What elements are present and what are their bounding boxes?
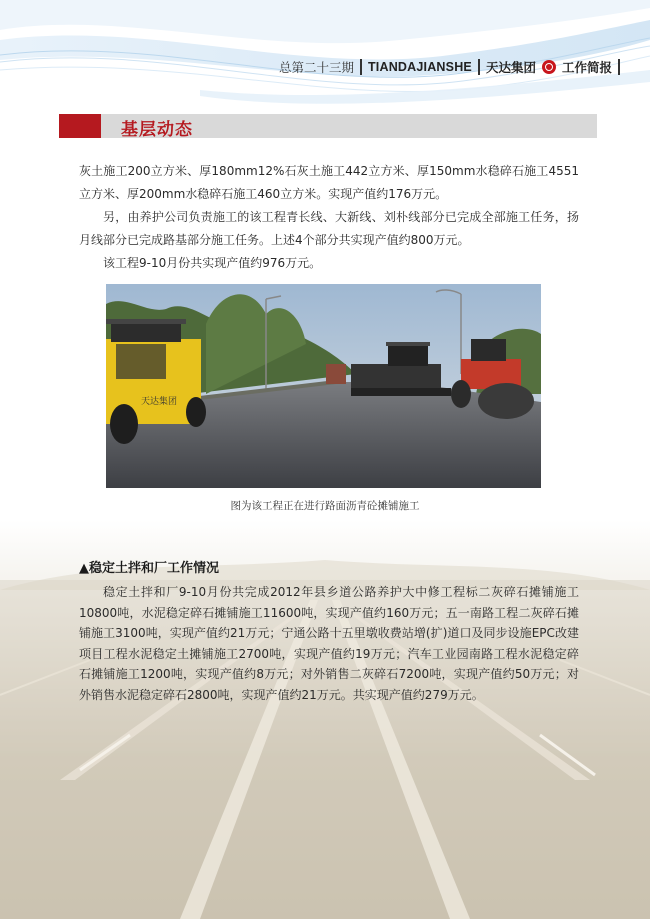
header-line [279,57,620,77]
paving-photo [106,284,541,488]
subsection-body: 稳定土拌和厂9-10月份共完成2012年县乡道公路养护大中修工程标二灰碎石摊铺施工10800吨，水泥稳定碎石摊铺施工11600吨，实现产值约160万元；五一南路工程二灰碎石摊铺施工3100吨，实现产值约21万元；宁通公路十五里墩收费站增(扩)道口及同步设施EPC改建项目工程水泥稳定土摊铺施工2700吨，实现产值约19万元；汽车工业园南路工程水泥稳定碎石摊铺施工1200吨，实现产值约8万元；对外销售二灰碎石7200吨，实现产值约50万元；对外销售水泥稳定碎石2800吨，实现产值约21万元。共实现产值约279万元。 [79,585,579,702]
section-accent-block [59,114,101,138]
issue-number: 总第二十三期 [278,60,354,75]
header-wave-decoration [0,0,650,110]
header-divider [618,59,620,75]
publication-name: 工作简报 [561,60,612,75]
subsection-heading: ▲稳定土拌和厂工作情况 [79,561,219,576]
photo-caption: 图为该工程正在进行路面沥青砼摊铺施工 [230,500,420,512]
roller-text: 天达集团 [141,397,178,407]
paragraph-2: 另，由养护公司负责施工的该工程青长线、大新线、刘朴线部分已完成全部施工任务，扬月线部分已完成路基部分施工任务。上述4个部分共实现产值约800万元。 [79,210,579,247]
company-name: 天达集团 [485,60,536,75]
brand-english: TIANDAJIANSHE [367,60,472,74]
section-title: 基层动态 [121,120,193,140]
paragraph-3: 该工程9-10月份共实现产值约976万元。 [103,256,322,270]
tianda-logo-icon [542,60,556,74]
road-background-decoration [0,520,650,919]
header-divider [360,59,362,75]
section-title-bar [59,114,597,138]
paragraph-1: 灰土施工200立方米、厚180mm12%石灰土施工442立方米、厚150mm水稳碎石施工4551立方米、厚200mm水稳碎石施工460立方米。实现产值约176万元。 [79,164,579,201]
header-divider [478,59,480,75]
paving-scene-illustration [106,284,541,488]
